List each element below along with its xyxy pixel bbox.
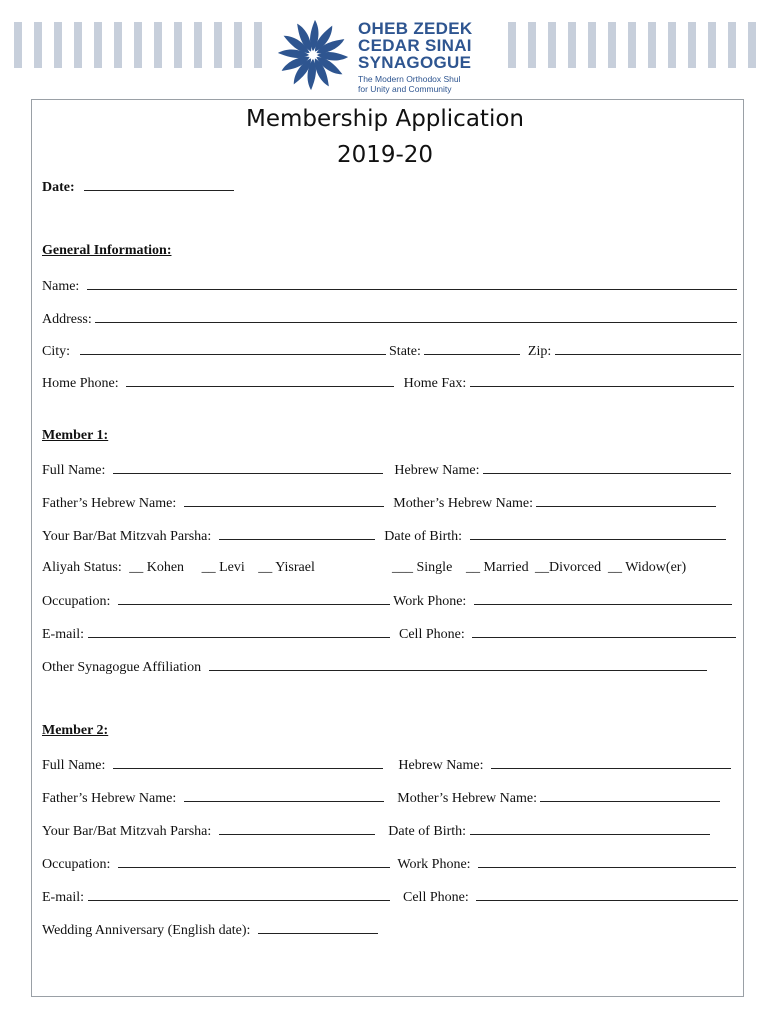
state-label: State: (389, 344, 421, 359)
zip-label: Zip: (527, 344, 552, 359)
member2-parsha-field[interactable] (219, 821, 375, 835)
member2-cell-phone-label: Cell Phone: (403, 890, 469, 905)
member1-email-row (42, 624, 736, 644)
logo-line-1: OHEB ZEDEK (358, 19, 473, 38)
aliyah-yisrael-option[interactable]: __ Yisrael (258, 560, 315, 575)
member1-email-field[interactable] (88, 624, 390, 638)
member1-parsha-row (42, 526, 726, 546)
member2-heading: Member 2: (42, 723, 109, 738)
member1-affiliation-row (42, 657, 707, 677)
home-phone-fax-row (42, 373, 734, 393)
name-field[interactable] (87, 276, 737, 290)
logo-tagline (358, 74, 461, 94)
member1-parents-row (42, 493, 716, 513)
flower-logo-icon (274, 16, 352, 94)
member1-hebrew-name-label: Hebrew Name: (394, 463, 480, 478)
state-field[interactable] (424, 341, 520, 355)
address-field[interactable] (95, 309, 737, 323)
decorative-stripes-left (14, 22, 276, 68)
home-fax-field[interactable] (470, 373, 734, 387)
member2-parents-row (42, 788, 720, 808)
member1-parsha-label: Your Bar/Bat Mitzvah Parsha: (42, 529, 212, 544)
member2-mothers-name-label: Mother’s Hebrew Name: (397, 791, 537, 806)
header-band (0, 0, 770, 98)
member1-full-name-label: Full Name: (42, 463, 106, 478)
form-year: 2019-20 (336, 142, 434, 168)
status-widow-option[interactable]: __ Widow(er) (608, 560, 687, 575)
member1-full-name-field[interactable] (113, 460, 383, 474)
city-label: City: (42, 344, 71, 359)
logo-tagline-2: for Unity and Community (358, 84, 452, 94)
member2-dob-field[interactable] (470, 821, 710, 835)
member2-cell-phone-field[interactable] (476, 887, 738, 901)
member1-occupation-row (42, 591, 732, 611)
member2-hebrew-name-label: Hebrew Name: (398, 758, 484, 773)
status-divorced-option[interactable]: __Divorced (535, 560, 602, 575)
member1-parsha-field[interactable] (219, 526, 375, 540)
member2-parsha-row (42, 821, 710, 841)
member2-fathers-name-field[interactable] (184, 788, 384, 802)
synagogue-logo (272, 10, 498, 98)
member2-anniversary-row (42, 920, 378, 940)
member1-hebrew-name-field[interactable] (483, 460, 731, 474)
member1-mothers-name-label: Mother’s Hebrew Name: (393, 496, 533, 511)
member2-email-field[interactable] (88, 887, 390, 901)
member1-fathers-name-label: Father’s Hebrew Name: (42, 496, 177, 511)
member1-cell-phone-label: Cell Phone: (399, 627, 465, 642)
member2-name-row (42, 755, 731, 775)
name-row (42, 276, 737, 296)
date-field[interactable] (84, 177, 234, 191)
member1-fathers-name-field[interactable] (184, 493, 384, 507)
member2-occupation-field[interactable] (118, 854, 390, 868)
member2-occupation-row (42, 854, 736, 874)
logo-name (358, 20, 472, 71)
member2-email-label: E-mail: (42, 890, 84, 905)
status-single-option[interactable]: ___ Single (392, 560, 453, 575)
member1-occupation-label: Occupation: (42, 594, 111, 609)
home-phone-label: Home Phone: (42, 376, 119, 391)
member2-dob-label: Date of Birth: (388, 824, 467, 839)
logo-tagline-1: The Modern Orthodox Shul (358, 74, 461, 84)
date-row (42, 177, 234, 197)
member2-mothers-name-field[interactable] (540, 788, 720, 802)
member1-cell-phone-field[interactable] (472, 624, 736, 638)
status-married-option[interactable]: __ Married (466, 560, 529, 575)
aliyah-status-label: Aliyah Status: (42, 560, 122, 575)
member1-work-phone-label: Work Phone: (393, 594, 467, 609)
name-label: Name: (42, 279, 80, 294)
member1-email-label: E-mail: (42, 627, 84, 642)
wedding-anniversary-label: Wedding Anniversary (English date): (42, 923, 251, 938)
city-field[interactable] (80, 341, 386, 355)
member1-heading: Member 1: (42, 428, 109, 443)
zip-field[interactable] (555, 341, 741, 355)
member2-full-name-field[interactable] (113, 755, 383, 769)
member1-other-affiliation-field[interactable] (209, 657, 707, 671)
logo-line-3: SYNAGOGUE (358, 53, 472, 72)
member2-occupation-label: Occupation: (42, 857, 111, 872)
member1-occupation-field[interactable] (118, 591, 390, 605)
member2-hebrew-name-field[interactable] (491, 755, 731, 769)
home-fax-label: Home Fax: (403, 376, 467, 391)
member2-full-name-label: Full Name: (42, 758, 106, 773)
member2-work-phone-label: Work Phone: (397, 857, 471, 872)
decorative-stripes-right (488, 22, 760, 68)
city-state-zip-row (42, 341, 741, 361)
address-label: Address: (42, 312, 92, 327)
member1-name-row (42, 460, 731, 480)
member2-email-row (42, 887, 738, 907)
address-row (42, 309, 737, 329)
member1-other-affiliation-label: Other Synagogue Affiliation (42, 660, 202, 675)
member1-status-row (42, 559, 687, 577)
member1-mothers-name-field[interactable] (536, 493, 716, 507)
general-info-heading: General Information: (42, 243, 172, 258)
wedding-anniversary-field[interactable] (258, 920, 378, 934)
member2-parsha-label: Your Bar/Bat Mitzvah Parsha: (42, 824, 212, 839)
form-title: Membership Application (246, 106, 524, 132)
aliyah-kohen-option[interactable]: __ Kohen (129, 560, 185, 575)
member1-dob-label: Date of Birth: (384, 529, 463, 544)
member2-work-phone-field[interactable] (478, 854, 736, 868)
member1-dob-field[interactable] (470, 526, 726, 540)
logo-line-2: CEDAR SINAI (358, 36, 472, 55)
aliyah-levi-option[interactable]: __ Levi (201, 560, 245, 575)
date-label: Date: (42, 180, 75, 195)
member2-fathers-name-label: Father’s Hebrew Name: (42, 791, 177, 806)
home-phone-field[interactable] (126, 373, 394, 387)
member1-work-phone-field[interactable] (474, 591, 732, 605)
